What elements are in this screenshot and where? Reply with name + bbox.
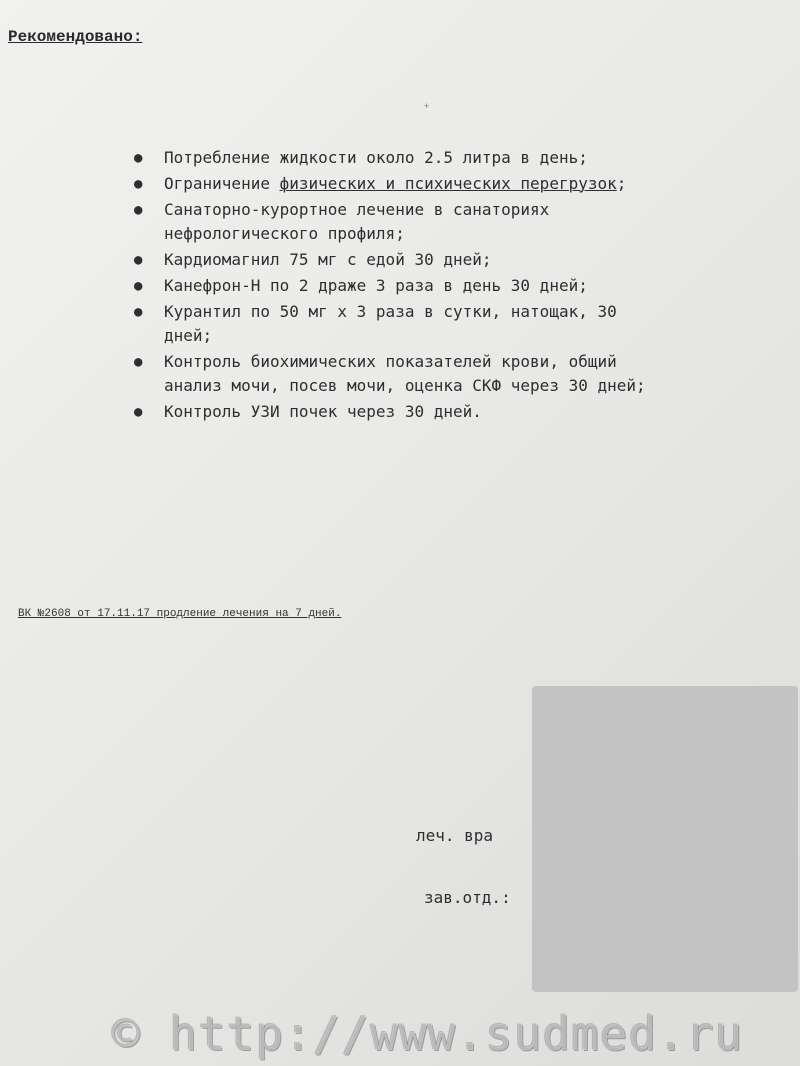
list-item — [130, 146, 790, 170]
list-item — [130, 172, 790, 196]
department-head-label: зав.отд.: — [424, 888, 511, 907]
attending-doctor-label: леч. вра — [416, 826, 494, 845]
list-item — [130, 248, 790, 272]
bullet-icon: ● — [134, 304, 143, 320]
underlined-phrase: физических и психических перегрузок — [279, 174, 617, 193]
list-item-suffix: ; — [616, 174, 627, 193]
bullet-icon: ● — [134, 150, 143, 166]
list-item-line: дней; — [164, 326, 213, 345]
list-item — [130, 274, 790, 298]
list-item-line — [164, 172, 790, 196]
list-item — [130, 400, 790, 424]
site-watermark: © http://www.sudmed.ru — [112, 1007, 744, 1061]
list-item-line: Потребление жидкости около 2.5 литра в день; — [164, 148, 588, 167]
paper-speck: + — [424, 102, 430, 112]
list-item — [130, 300, 790, 348]
bullet-icon: ● — [134, 404, 143, 420]
bullet-icon: ● — [134, 176, 143, 192]
recommended-heading: Рекомендовано: — [8, 28, 143, 46]
list-item-line: Кардиомагнил 75 мг с едой 30 дней; — [164, 250, 492, 269]
bullet-icon: ● — [134, 252, 143, 268]
list-item-line: Курантил по 50 мг х 3 раза в сутки, натощак, 30 — [164, 302, 617, 321]
list-item-line: Канефрон-Н по 2 драже 3 раза в день 30 дней; — [164, 276, 588, 295]
vk-extension-note: ВК №2608 от 17.11.17 продление лечения на 7 дней. — [18, 608, 342, 620]
list-item-line: Контроль УЗИ почек через 30 дней. — [164, 402, 482, 421]
recommendations-list — [130, 146, 790, 426]
list-item-line: Контроль биохимических показателей крови, общий — [164, 352, 617, 371]
redacted-signature-block — [532, 686, 798, 992]
bullet-icon: ● — [134, 278, 143, 294]
bullet-icon: ● — [134, 202, 143, 218]
list-item — [130, 198, 790, 246]
list-item-line: Санаторно-курортное лечение в санаториях — [164, 200, 550, 219]
list-item-line: нефрологического профиля; — [164, 224, 405, 243]
bullet-icon: ● — [134, 354, 143, 370]
list-item-line: анализ мочи, посев мочи, оценка СКФ через 30 дней; — [164, 376, 646, 395]
list-item — [130, 350, 790, 398]
list-item-prefix: Ограничение — [164, 174, 280, 193]
